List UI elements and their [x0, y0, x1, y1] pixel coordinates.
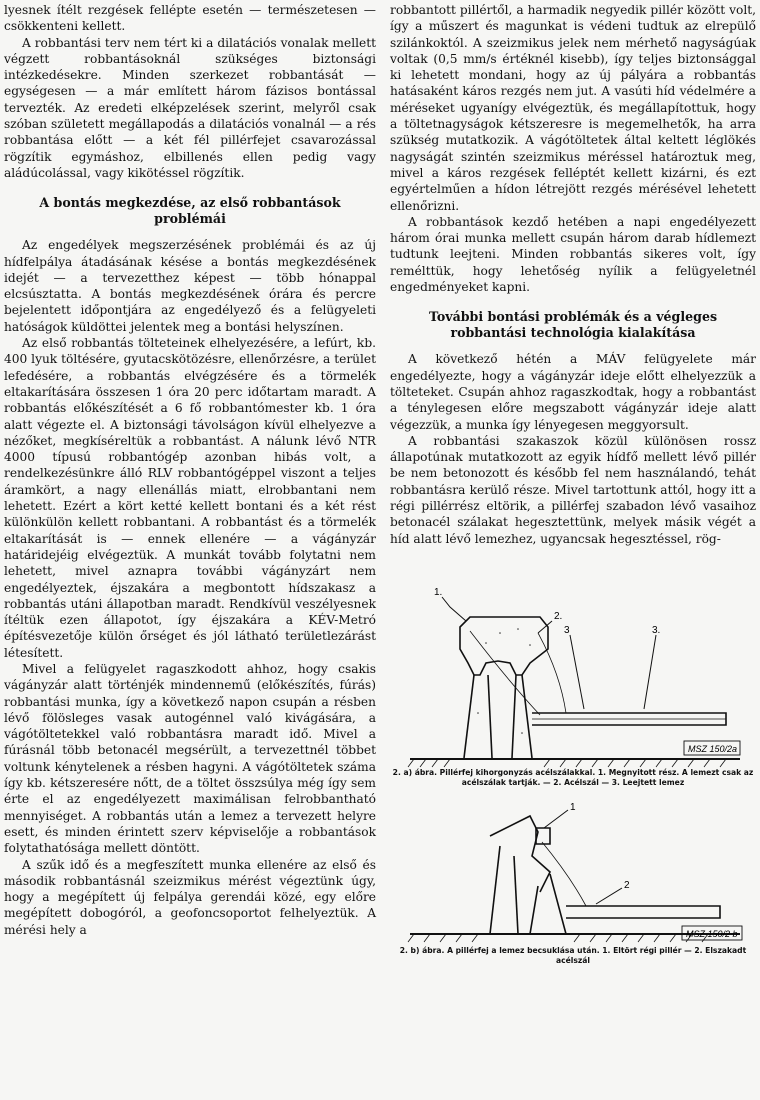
- paragraph: A következő hétén a MÁV felügyelete már engedélyezte, hogy a vágányzár ideje előtt elhelyezzük a tölteteket. Csupán ahhoz ragaszkodtak, hogy a robbantást a ténylegesen előre megszabott vágányzár ideje alatt végezzük, a munka így lényegesen meggyorsult.: [390, 352, 756, 432]
- paragraph: A robbantási terv nem tért ki a dilatációs vonalak mellett végzett robbantásoknál szükséges biztonsági intézkedésekre. Minden szerkezet robbantását — egységesen — a már említett három fázisos bontással tervezték. Az eredeti elképzelések szerint, melyről csak szóban született megállapodás a dilatációs vonalnál — a rés robbantása előtt — a két fél pillérfejet csavarozással rögzítik egymáshoz, elbillenés ellen pedig vagy aládúcolással, vagy kikötéssel rögzítik.: [4, 35, 376, 180]
- figure-label: 1: [570, 801, 576, 813]
- figure-2b-drawing: [390, 796, 756, 946]
- section-heading: További bontási problémák és a végleges robbantási technológia kialakítása: [428, 309, 718, 341]
- figure-stamp: MSZ 150/2a: [688, 743, 738, 754]
- figure-2a-drawing: [390, 563, 756, 768]
- figure-label: 3: [564, 624, 570, 636]
- paragraph: lyesnek ítélt rezgések fellépte esetén — természetesen — csökkenteni kellett.: [4, 3, 376, 34]
- section-heading: A bontás megkezdése, az első robbantások problémái: [39, 195, 341, 227]
- figure-caption: 2. a) ábra. Pillérfej kihorgonyzás acélszálakkal. 1. Megnyitott rész. A lemezt csak az acélszálak tartják. — 2. Acélszál — 3. Leejtett lemez: [392, 767, 754, 787]
- figure-2a: [390, 563, 756, 788]
- paragraph: A robbantások kezdő hetében a napi engedélyezett három órai munka mellett csupán három darab hídlemezt tudtunk leejteni. Minden robbantás sikeres volt, így remélttük, hogy lehetőség nyílik a felügyeletnél engedményeket kapni.: [390, 214, 756, 295]
- figure-label: 2.: [554, 610, 563, 622]
- figure-label: 3.: [652, 624, 661, 636]
- figure-label: 2: [624, 879, 630, 891]
- figure-label: 1.: [434, 586, 443, 598]
- paragraph: robbantott pillértől, a harmadik negyedik pillér között volt, így a műszert és magunkat is védeni tudtuk az elrepülő szilánkoktól. A szeizmikus jelek nem mérhető nagyságúak voltak (0,5 mm/s értéknél kisebb), így teljes biztonsággal ki lehetett mondani, hogy az új pályára a robbantás hatásaként káros rezgés nem jut. A vasúti híd védelmére a méréseket ugyanígy elvégeztük, és megállapítottuk, hogy a töltetnagyságok kétszeresre is megemelhetők, ha arra szükség mutatkozik. A vágótöltetek által keltett léglökés nagyságát szintén szeizmikus méréssel határoztuk meg, mivel a káros rezgések felléptét kellett kizárni, és ezt egyértelműen a hídon létrejött rezgés mérésével lehetett ellenőrizni.: [390, 3, 756, 213]
- figure-stamp: MSZ 150/2 b: [686, 928, 738, 939]
- paragraph: Mivel a felügyelet ragaszkodott ahhoz, hogy csakis vágányzár alatt történjék mindennemű (előkészítés, fúrás) robbantási munka, így a következő napon csupán a résben lévő fölösleges vasak autogénnel való kivágására, a vágótöltetekkel való robbantásra maradt idő. Mivel a fúrásnál több betonacél megsérült, a tervezettnél többet voltunk kénytelenek a résben hagyni. A vágótöltetek száma így kb. kétszeresére nőtt, de a töltet összsúlya még így sem érte el az engedélyezett maximálisan felrobbantható mennyiséget. A robbantás után a lemez a tervezett helyre esett, és minden érintett szerv képviselője a robbantások folytathatósága mellett döntött.: [4, 661, 376, 856]
- left-column: [4, 2, 376, 938]
- figure-2b: [390, 796, 756, 966]
- paragraph: Az engedélyek megszerzésének problémái és az új hídfelpálya átadásának késése a bontás megkezdésének idejét — a tervezetthez képest — több hónappal elcsúsztatta. A bontás megkezdésének órára és percre bejelentett időpontjára az engedélyező és a felügyeleti hatóságok küldöttei jelentek meg a bontási helyszínen.: [4, 238, 376, 334]
- right-column: [390, 2, 756, 966]
- paragraph: A robbantási szakaszok közül különösen rossz állapotúnak mutatkozott az egyik hídfő mellett lévő pillér be nem betonozott és később fel nem használandó, tehát robbantásra kerülő része. Mivel tartottunk attól, hogy itt a régi pillérrész eltörik, a pillérfej szabadon lévő vasaihoz betonacél szálakat hegesztettünk, melyek másik végét a híd alatt lévő lemezhez, ugyancsak hegesztéssel, rög-: [390, 433, 756, 546]
- paragraph: Az első robbantás tölteteinek elhelyezésére, a lefúrt, kb. 400 lyuk töltésére, gyutacskötözésre, ellenőrzésre, a terület lefedésére, a robbantás elvégzésére és a törmelék eltakarítására összesen 1 óra 20 perc időtartam maradt. A robbantás előkészítését a 6 fő robbantómester kb. 1 óra alatt végezte el. A biztonsági távolságon kívül elhelyezve a nézőket, megkíséreltük a robbantást. A nálunk lévő NTR 4000 típusú robbantógép azonban hibás volt, a rendelkezésünkre álló RLV robbantógéppel viszont a teljes áramkört, a nagy ellenállás miatt, elrobbantani nem lehetett. Ezért a kört ketté kellett bontani és a két rést különkülön kellett robbantani. A robbantást és a törmelék eltakarítását is — ennek ellenére — a vágányzár határidejéig elvégeztük. A munkát tovább folytatni nem lehetett, mivel aznapra további vágányzárt nem engedélyeztek, éjszakára a megbontott hídszakasz a robbantás utáni állapotban maradt. Rendkívül veszélyesnek ítéltük ezen állapotot, így éjszakára a KÉV-Metró építésvezetője külön őrséget és jól látható területlezárást létesített.: [4, 336, 376, 660]
- paragraph: A szűk idő és a megfeszített munka ellenére az első és második robbantásnál szeizmikus mérést végeztünk úgy, hogy a megépített új felpálya gerendái közé, egy előre megépített dobogóról, a geofoncsoportot felhelyeztük. A mérési hely a: [4, 857, 376, 937]
- figure-caption: 2. b) ábra. A pillérfej a lemez becsuklása után. 1. Eltört régi pillér — 2. Elszakadt acélszál: [399, 945, 747, 965]
